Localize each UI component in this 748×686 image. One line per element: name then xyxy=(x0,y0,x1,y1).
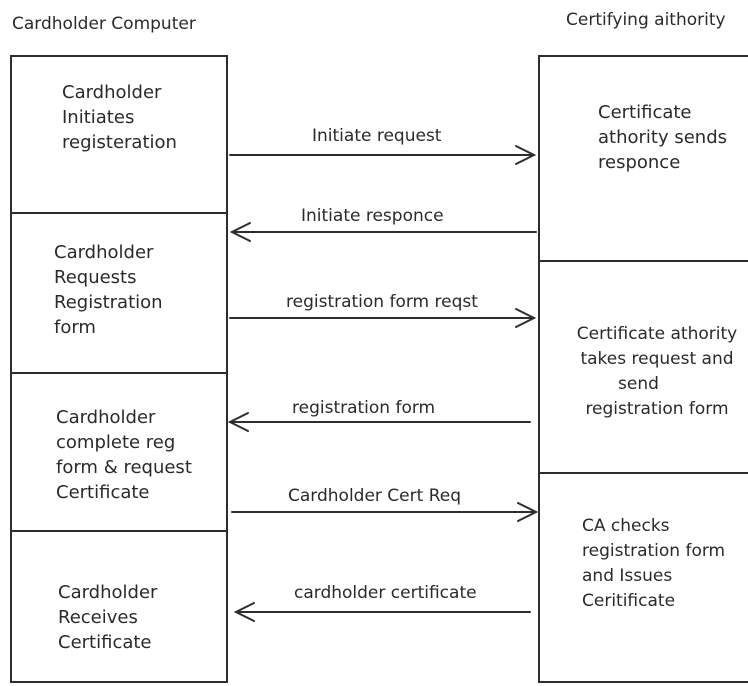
step-text: CA checks xyxy=(582,516,670,536)
message-label-cardholder-cert-req: Cardholder Cert Req xyxy=(288,486,461,506)
step-text: Certificate xyxy=(598,102,692,123)
step-text: Certificate xyxy=(56,482,150,503)
step-text: send xyxy=(618,374,659,394)
step-text: registration form xyxy=(582,541,726,561)
arrow-initiate-request xyxy=(230,146,534,164)
step-text: Initiates xyxy=(62,107,135,128)
step-text: Registration xyxy=(54,292,163,313)
step-text: Ceritificate xyxy=(582,591,676,611)
step-text: Cardholder xyxy=(62,82,162,103)
step-text: Cardholder xyxy=(54,242,154,263)
step-text: registeration xyxy=(62,132,177,153)
step-text: complete reg xyxy=(56,432,176,453)
left-column-title: Cardholder Computer xyxy=(12,14,196,34)
step-text: Receives xyxy=(58,607,138,628)
step-text: registration form xyxy=(585,399,729,419)
step-text: Certificate xyxy=(58,632,152,653)
step-text: Cardholder xyxy=(56,407,156,428)
step-text: Certificate athority xyxy=(576,324,738,344)
step-text: responce xyxy=(598,152,681,173)
message-label-initiate-request: Initiate request xyxy=(312,126,442,146)
arrow-cardholder-certificate xyxy=(236,603,530,621)
message-label-cardholder-certificate: cardholder certificate xyxy=(294,583,477,603)
right-column-title: Certifying aithority xyxy=(566,10,726,30)
step-text: Requests xyxy=(54,267,137,288)
message-label-registration-form-reqst: registration form reqst xyxy=(286,292,478,312)
step-text: takes request and xyxy=(580,349,734,369)
step-text: Cardholder xyxy=(58,582,158,603)
step-text: form & request xyxy=(56,457,192,478)
step-text: and Issues xyxy=(582,566,673,586)
message-label-initiate-responce: Initiate responce xyxy=(301,206,444,226)
message-label-registration-form: registration form xyxy=(292,398,436,418)
step-text: athority sends xyxy=(598,127,728,148)
step-text: form xyxy=(54,317,96,338)
